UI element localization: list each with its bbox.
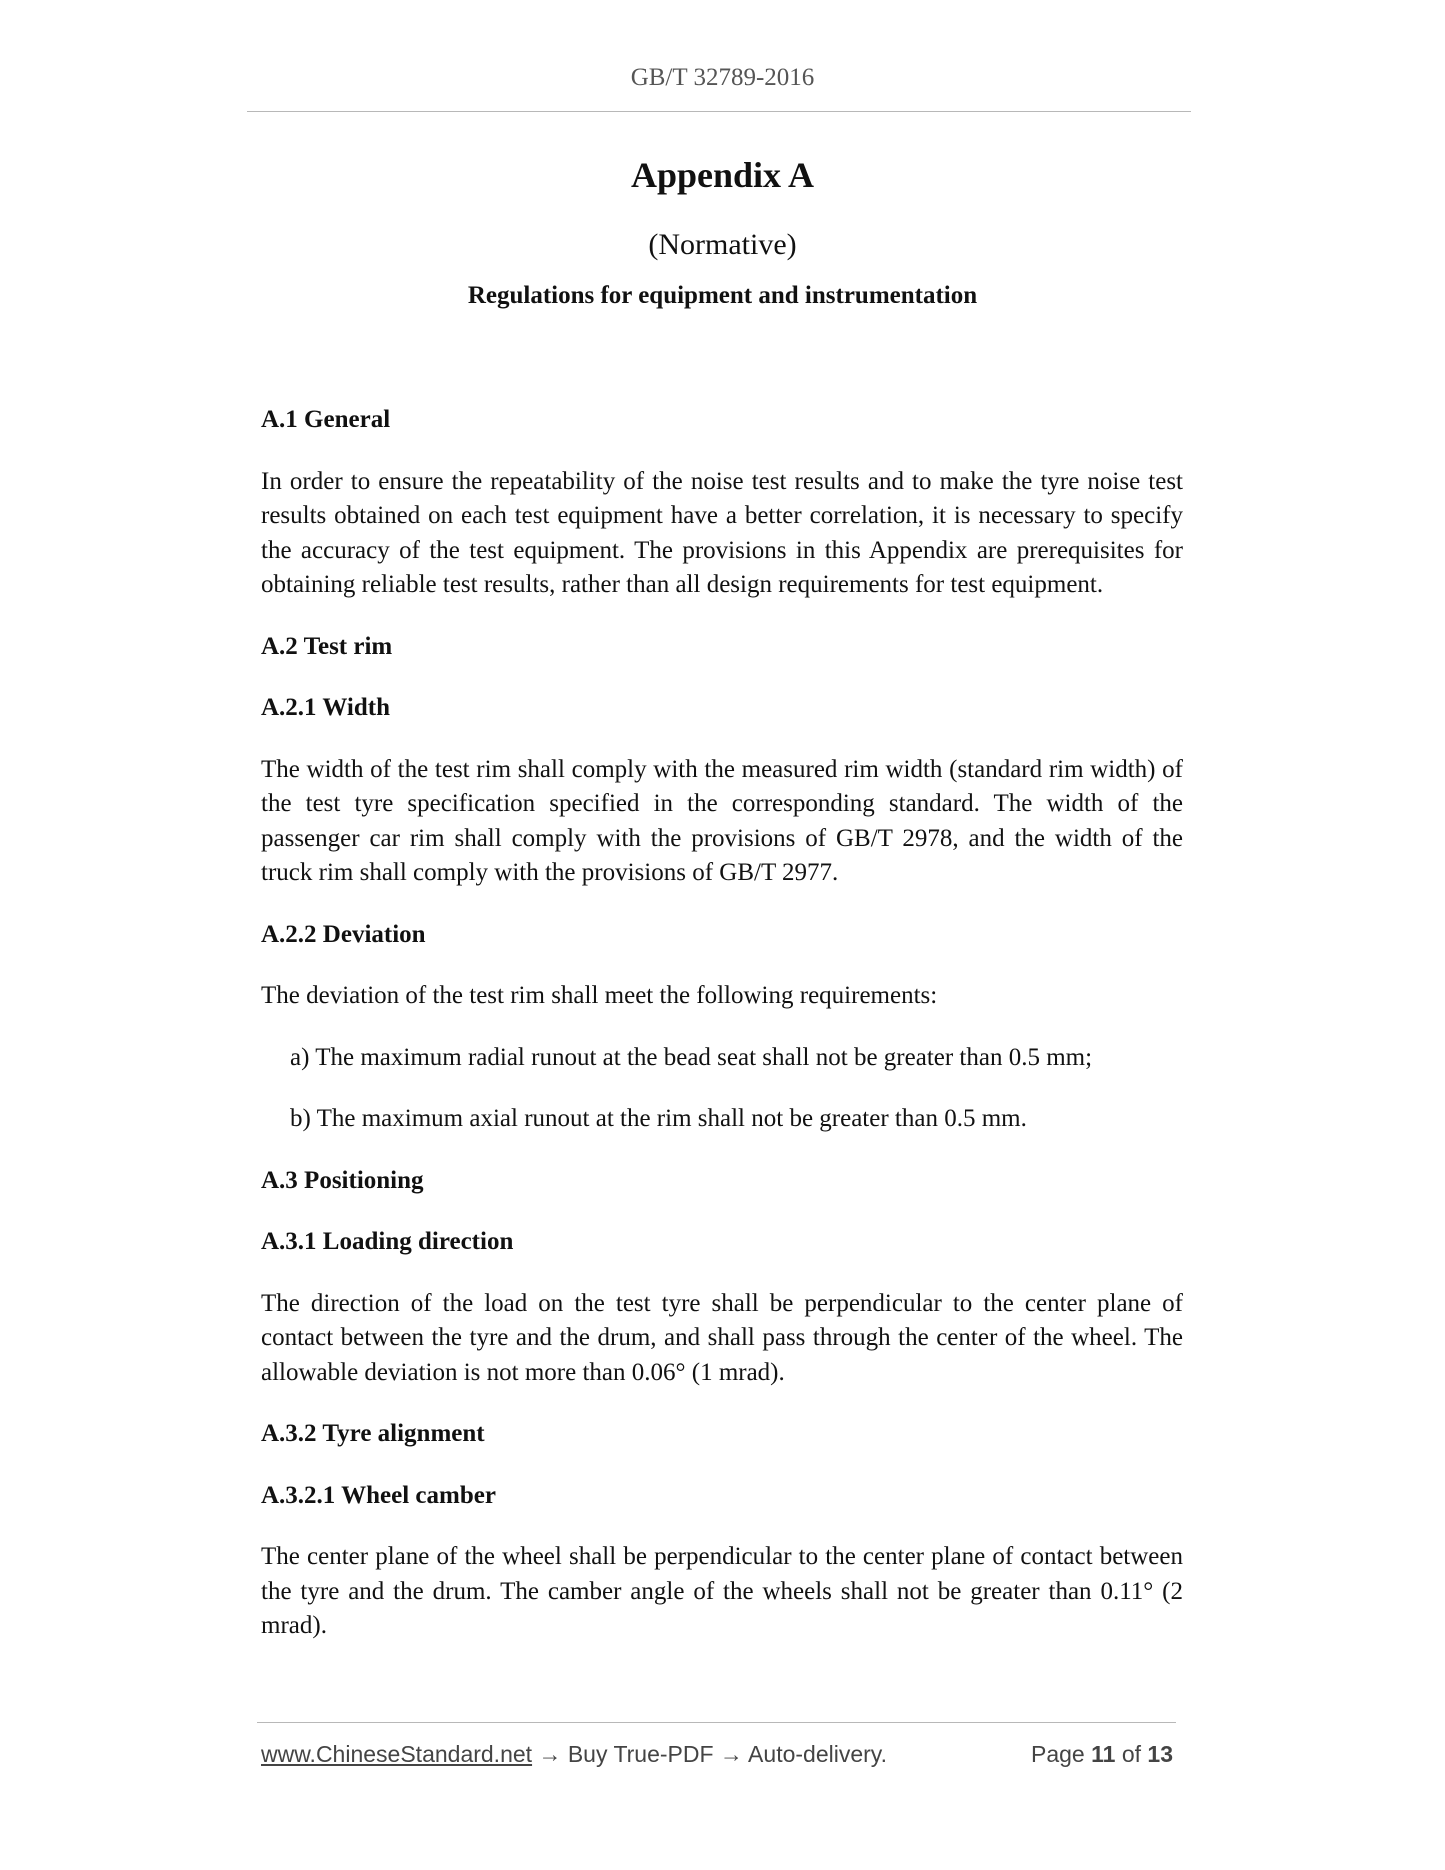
section-heading-a3: A.3 Positioning — [261, 1166, 424, 1194]
section-heading-a321: A.3.2.1 Wheel camber — [261, 1481, 496, 1509]
list-item: b) The maximum axial runout at the rim shall not be greater than 0.5 mm. — [290, 1105, 1027, 1132]
section-heading-a2: A.2 Test rim — [261, 632, 393, 660]
page-label: Page — [1031, 1741, 1085, 1767]
footer-promo-text: → Buy True-PDF → Auto-delivery. — [532, 1741, 887, 1767]
section-text-a321: The center plane of the wheel shall be perpendicular to the center plane of contact between the tyre and the drum. The camber angle of the wheels shall not be greater than 0.11° (2 mrad). — [261, 1543, 1183, 1639]
appendix-title: Appendix A — [630, 155, 815, 195]
section-heading-a32: A.3.2 Tyre alignment — [261, 1420, 485, 1447]
website-link[interactable]: www.ChineseStandard.net — [261, 1741, 533, 1767]
section-text-a1: In order to ensure the repeatability of the noise test results and to make the tyre noise test results obtained on each test equipment have a better correlation, it is necessary to specify the accuracy of the test equipment. The provisions in this Appendix are prerequisites for obtaining reliable test results, rather than all design requirements for test equipment. — [261, 467, 1183, 598]
section-text-a22: The deviation of the test rim shall meet the following requirements: — [261, 982, 938, 1009]
appendix-type: (Normative) — [648, 228, 797, 261]
section-heading-a31: A.3.1 Loading direction — [261, 1228, 514, 1255]
section-heading-a22: A.2.2 Deviation — [261, 920, 426, 948]
appendix-subject: Regulations for equipment and instrumentation — [467, 282, 978, 309]
section-text-a21: The width of the test rim shall comply with the measured rim width (standard rim width) of the test tyre specification specified in the corresponding standard. The width of the passenger car rim shall comply with the provisions of GB/T 2978, and the width of the truck rim shall comply with the provisions of GB/T 2977. — [261, 755, 1183, 886]
footer-divider — [257, 1722, 1176, 1723]
section-text-a31: The direction of the load on the test tyre shall be perpendicular to the center plane of contact between the tyre and the drum, and shall pass through the center of the wheel. The allowable deviation is not more than 0.06° (1 mrad). — [261, 1289, 1183, 1386]
page-of-label: of — [1121, 1741, 1142, 1767]
page-current: 11 — [1091, 1741, 1116, 1767]
page-total: 13 — [1147, 1741, 1173, 1767]
list-item: a) The maximum radial runout at the bead seat shall not be greater than 0.5 mm; — [290, 1043, 1093, 1071]
document-code-header: GB/T 32789-2016 — [630, 64, 815, 91]
header-divider — [247, 111, 1191, 112]
document-body — [261, 403, 1183, 1671]
section-heading-a21: A.2.1 Width — [261, 694, 390, 721]
page-footer — [261, 1741, 1173, 1768]
page-indicator — [1031, 1741, 1173, 1768]
section-heading-a1: A.1 General — [261, 406, 391, 433]
